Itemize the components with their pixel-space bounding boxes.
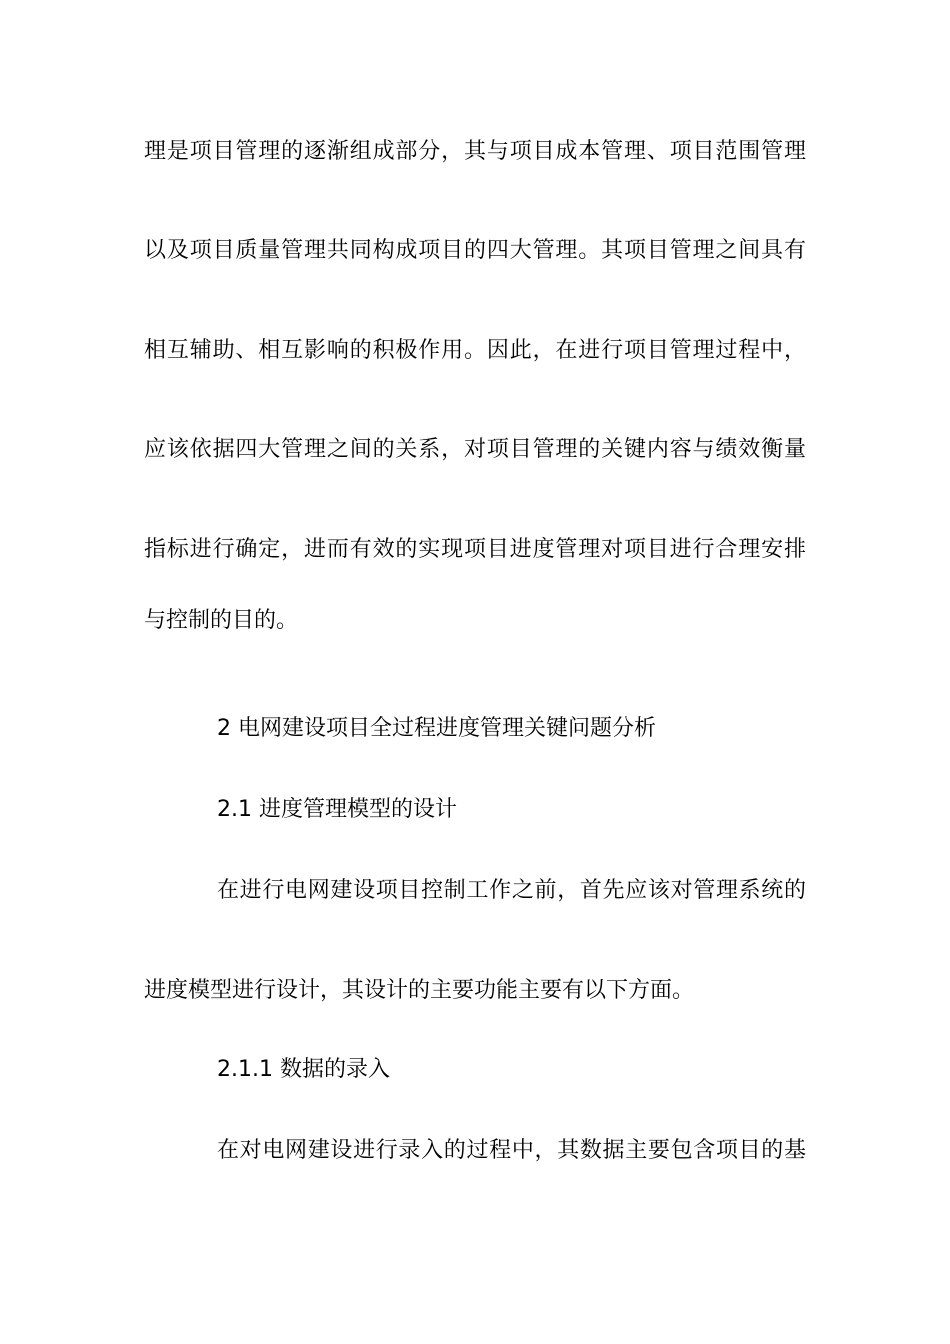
paragraph-line: 在进行电网建设项目控制工作之前，首先应该对管理系统的 — [217, 878, 806, 903]
subsection-heading: 2.1 进度管理模型的设计 — [217, 797, 457, 822]
paragraph-line: 在对电网建设进行录入的过程中，其数据主要包含项目的基 — [217, 1138, 806, 1163]
paragraph-line: 以及项目质量管理共同构成项目的四大管理。其项目管理之间具有 — [144, 238, 806, 263]
paragraph-line: 指标进行确定，进而有效的实现项目进度管理对项目进行合理安排 — [144, 537, 806, 562]
subsubsection-heading: 2.1.1 数据的录入 — [217, 1057, 390, 1082]
paragraph-line: 理是项目管理的逐渐组成部分，其与项目成本管理、项目范围管理 — [144, 139, 806, 164]
paragraph-line: 相互辅助、相互影响的积极作用。因此，在进行项目管理过程中， — [144, 338, 806, 363]
section-heading: 2 电网建设项目全过程进度管理关键问题分析 — [217, 716, 656, 741]
paragraph-line: 与控制的目的。 — [144, 608, 299, 633]
paragraph-line: 进度模型进行设计，其设计的主要功能主要有以下方面。 — [144, 978, 695, 1003]
paragraph-line: 应该依据四大管理之间的关系，对项目管理的关键内容与绩效衡量 — [144, 437, 806, 462]
